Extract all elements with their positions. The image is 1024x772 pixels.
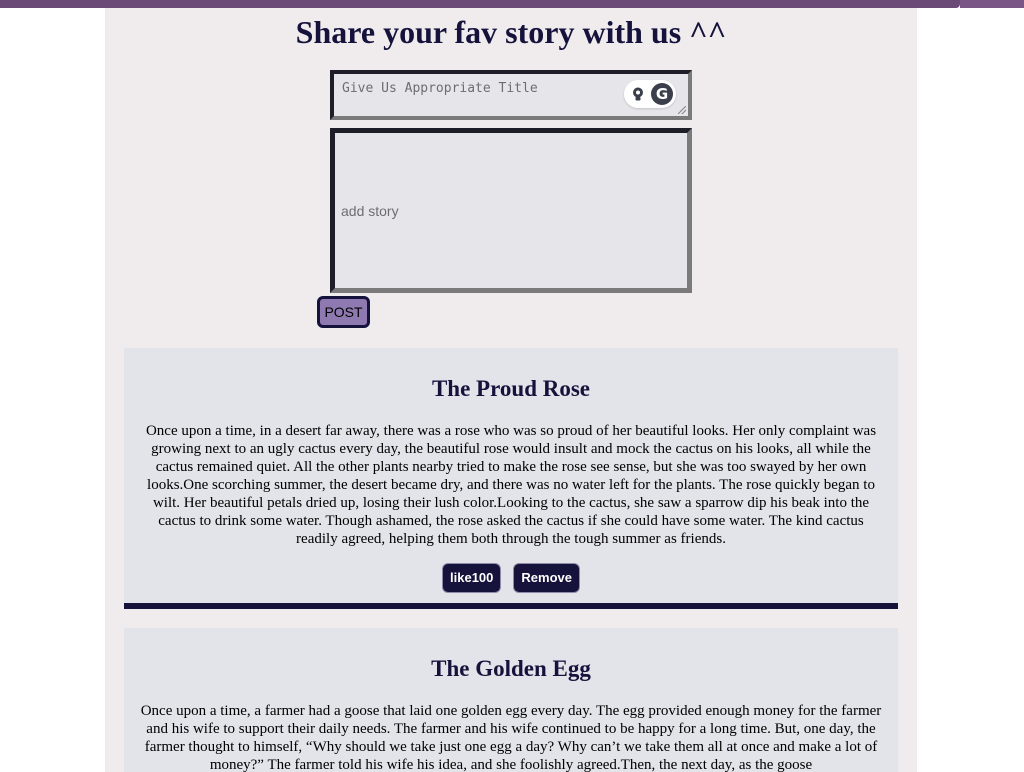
title-input-wrapper <box>330 70 692 120</box>
lightbulb-icon <box>630 86 646 102</box>
like-button[interactable]: like100 <box>442 563 501 593</box>
story-text: Once upon a time, in a desert far away, there was a rose who was so proud of her beautiful looks. Her only complaint was growing next to an ugly cactus every day, the beautiful rose would insult and mock the cactus on his looks, all while the cactus remained quiet. All the other plants nearby tried to make the rose see sense, but she was too swayed by her own looks.One scorching summer, the desert became dry, and there was no water left for the plants. The rose quickly began to wilt. Her beautiful petals dried up, losing their lush color.Looking to the cactus, she saw a sparrow dip his beak into the cactus to drink some water. Though ashamed, the rose asked the cactus if she could have some water. The kind cactus readily agreed, helping them both through the tough summer as friends. <box>145 423 877 547</box>
grammar-assistant-widget[interactable] <box>624 80 676 108</box>
resize-grip-icon[interactable] <box>678 106 686 114</box>
browser-top-bar <box>0 0 960 8</box>
story-input[interactable] <box>335 133 687 288</box>
page-container <box>105 8 917 772</box>
story-title: The Golden Egg <box>431 656 591 681</box>
story-input-wrapper <box>330 128 692 293</box>
story-card <box>124 348 898 609</box>
grammarly-g-icon[interactable]: G <box>651 83 673 105</box>
story-text: Once upon a time, a farmer had a goose that laid one golden egg every day. The egg provided enough money for the farmer and his wife to support their daily needs. The farmer and his wife continued to be happy for a long time. But, one day, the farmer thought to himself, “Why should we take just one egg a day? Why can’t we take them all at once and make a lot of money?” The farmer told his wife his idea, and she foolishly agreed.Then, the next day, as the goose <box>140 703 882 772</box>
story-card <box>124 628 898 772</box>
story-title: The Proud Rose <box>431 376 591 401</box>
browser-top-bar-edge <box>960 0 1024 8</box>
post-button[interactable]: POST <box>317 296 370 328</box>
remove-button[interactable]: Remove <box>513 563 580 593</box>
page-title: Share your fav story with us ^^ <box>295 14 727 50</box>
story-actions <box>124 563 898 593</box>
